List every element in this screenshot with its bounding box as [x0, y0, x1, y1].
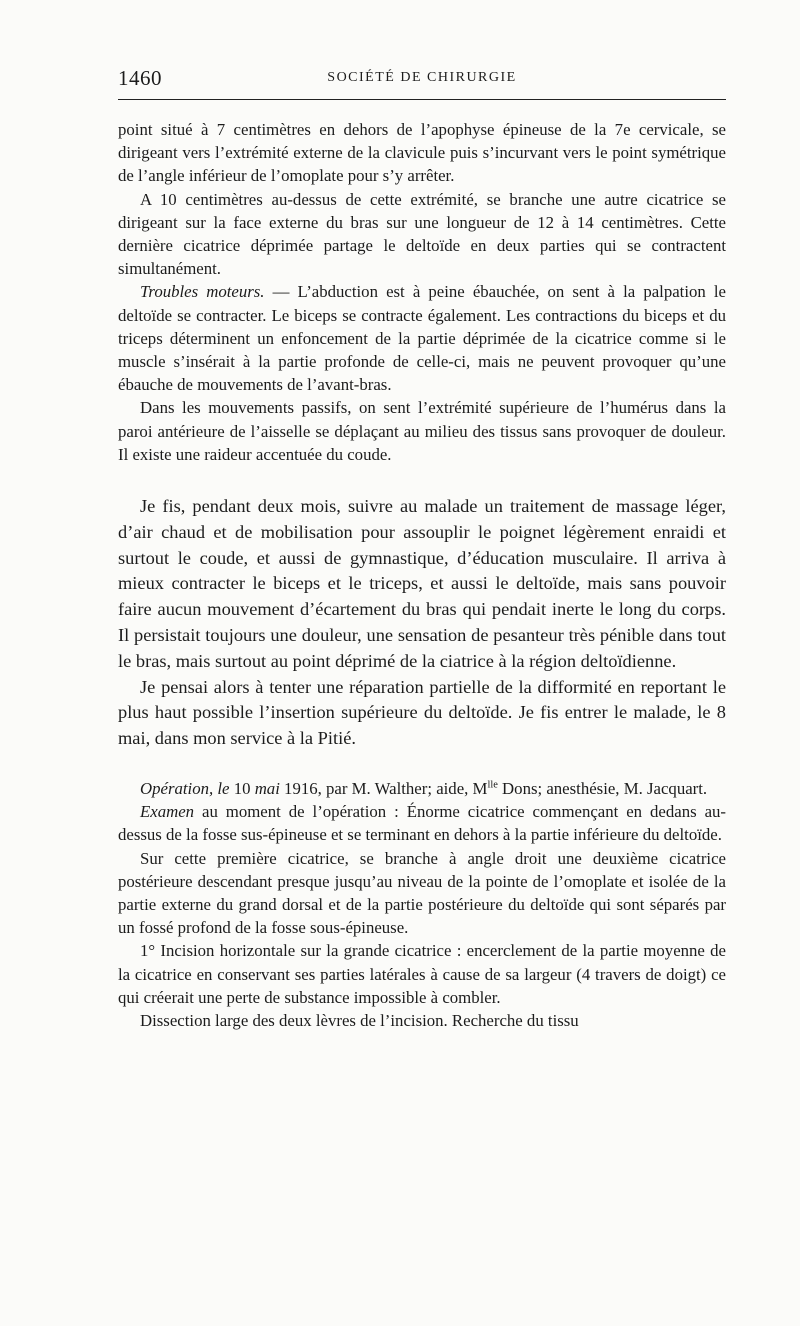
paragraph: Je fis, pendant deux mois, suivre au malade un traitement de massage léger, d’air chaud et de mobilisation pour assouplir le poignet légèrement enraidi et surtout le coude, et aussi de gymnastique, d’éducation musculaire. Il arriva à mieux contracter le biceps et le triceps, et aussi le deltoïde, mais sans pouvoir faire aucun mouvement d’écartement du bras qui pendait inerte le long du corps. Il persistait toujours une douleur, une sensation de pesanteur très pénible dans tout le bras, mais surtout au point déprimé de la ciatrice à la région deltoïdienne.	[118, 496, 726, 671]
superscript: lle	[487, 779, 498, 791]
paragraph-examen	[118, 800, 726, 846]
section-label: Troubles moteurs.	[140, 282, 265, 302]
header-rule	[118, 99, 726, 100]
case-description-block	[118, 118, 726, 466]
paragraph: Dissection large des deux lèvres de l’incision. Recherche du tissu	[140, 1011, 579, 1031]
section-label: Opération, le	[140, 779, 230, 799]
section-label: Examen	[140, 802, 195, 822]
paragraph: Je pensai alors à tenter une réparation partielle de la difformité en reportant le plus haut possible l’insertion supérieure du deltoïde. Je fis entrer le malade, le 8 mai, dans mon service à la Pitié.	[118, 676, 726, 749]
paragraph-text: — L’abduction est à peine ébauchée, on sent à la palpation le deltoïde se contracter. Le biceps se contracte également. Les contractions du biceps et du triceps déterminent un enfoncement de la partie déprimée de la cicatrice comme si le muscle s’insérait à la partie profonde de celle-ci, mais ne peuvent provoquer qu’une ébauche de mouvements de l’avant-bras.	[118, 282, 726, 395]
paragraph: 1° Incision horizontale sur la grande cicatrice : encerclement de la partie moyenne de la cicatrice en conservant ses parties latérales à cause de sa largeur (4 travers de doigt) ce qui créerait une perte de substance impossible à combler.	[118, 941, 726, 1007]
paragraph-text: au moment de l’opération : Énorme cicatrice commençant en dedans au-dessus de la fosse sus-épineuse et se terminant en dehors à la partie inférieure du deltoïde.	[118, 802, 726, 845]
page-header	[118, 66, 726, 92]
paragraph: Sur cette première cicatrice, se branche à angle droit une deuxième cicatrice postérieure descendant presque jusqu’au niveau de la pointe de l’omoplate et isolée de la partie externe du grand dorsal et de la partie postérieure du deltoïde qui sont séparés par un fossé profond de la fosse sous-épineuse.	[118, 848, 726, 938]
running-head: SOCIÉTÉ DE CHIRURGIE	[327, 70, 517, 85]
page-number: 1460	[118, 66, 162, 90]
operation-block	[118, 777, 726, 1032]
paragraph-troubles-moteurs	[118, 280, 726, 396]
page-body	[118, 118, 726, 1032]
operation-day: 10	[233, 779, 251, 799]
paragraph: Dans les mouvements passifs, on sent l’extrémité supérieure de l’humérus dans la paroi antérieure de l’aisselle se déplaçant au milieu des tissus sans provoquer de douleur. Il existe une raideur accentuée du coude.	[118, 398, 726, 464]
treatment-block	[118, 494, 726, 752]
paragraph: A 10 centimètres au-dessus de cette extrémité, se branche une autre cicatrice se dirigeant sur la face externe du bras sur une longueur de 12 à 14 centimètres. Cette dernière cicatrice déprimée partage le deltoïde en deux parties qui se contractent simultanément.	[118, 189, 726, 279]
operation-month: mai	[254, 779, 280, 799]
paragraph-text: Dons; anesthésie, M. Jacquart.	[497, 779, 708, 799]
paragraph: point situé à 7 centimètres en dehors de l’apophyse épineuse de la 7e cervicale, se dirigeant vers l’extrémité externe de la clavicule puis s’incurvant vers le point symétrique de l’angle inférieur de l’omoplate pour s’y arrêter.	[118, 120, 726, 186]
paragraph-text: 1916, par M. Walther; aide, M	[279, 779, 488, 799]
paragraph-operation	[118, 777, 726, 800]
